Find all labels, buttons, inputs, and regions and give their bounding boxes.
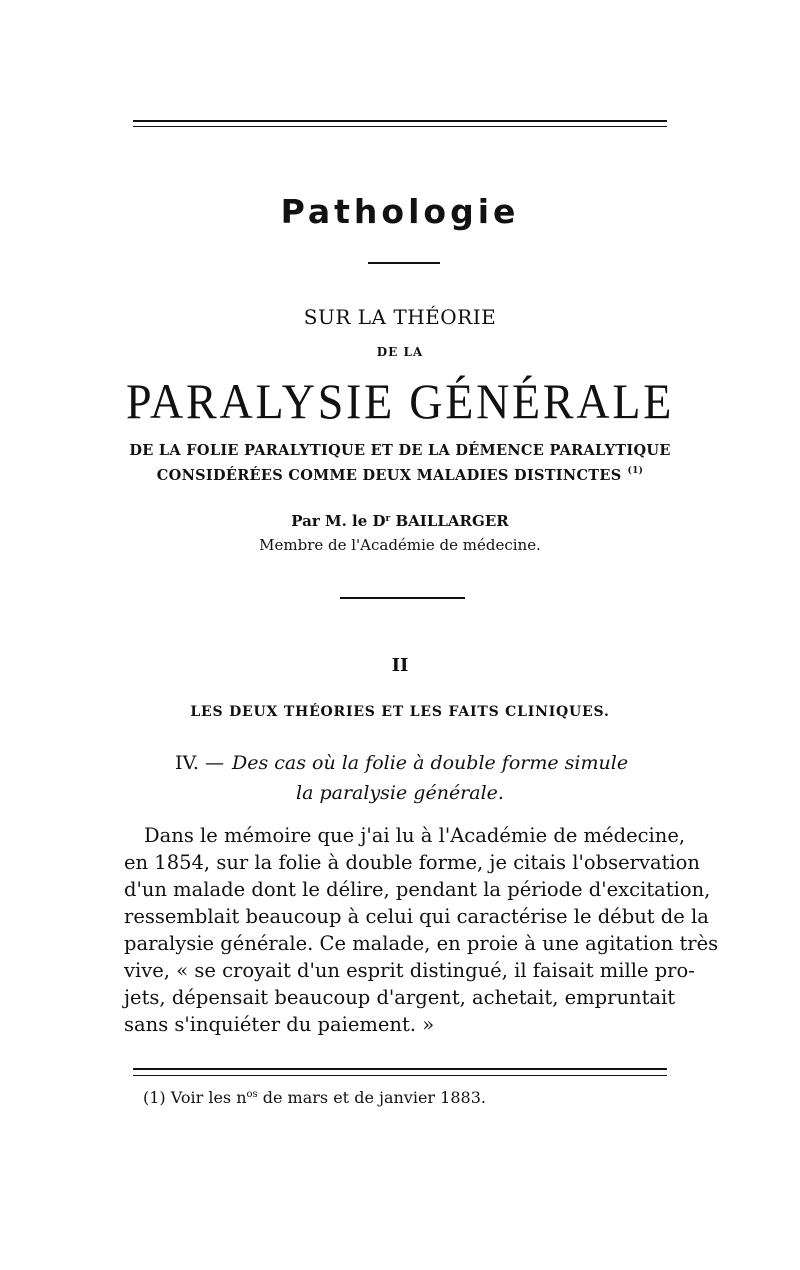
footnote-rule	[133, 1068, 667, 1070]
author-name: BAILLARGER	[390, 512, 509, 530]
title-line-2: DE LA	[376, 345, 424, 359]
author-divider	[340, 597, 465, 599]
footnote	[143, 1088, 486, 1107]
top-rule	[133, 120, 667, 122]
section-heading: Pathologie	[280, 192, 520, 231]
subsection-title-1: Des cas où la folie à double forme simule	[231, 752, 629, 774]
top-rule-thin	[133, 126, 667, 127]
title-description-2	[0, 466, 800, 484]
title-footnote-ref: (1)	[627, 466, 644, 476]
body-line: sans s'inquiéter du paiement. »	[124, 1013, 435, 1036]
body-line: ressemblait beaucoup à celui qui caractérise le début de la	[124, 905, 709, 928]
subsection-title-2: la paralysie générale.	[296, 782, 504, 804]
body-line: en 1854, sur la folie à double forme, je citais l'observation	[124, 851, 700, 874]
footnote-marker: (1)	[143, 1088, 166, 1107]
body-line: Dans le mémoire que j'ai lu à l'Académie de médecine,	[144, 824, 686, 847]
author-line	[0, 512, 800, 530]
title-line-1: SUR LA THÉORIE	[303, 305, 497, 329]
body-line: paralysie générale. Ce malade, en proie à une agitation très	[124, 932, 719, 955]
title-description-1: DE LA FOLIE PARALYTIQUE ET DE LA DÉMENCE PARALYTIQUE	[129, 442, 671, 459]
main-title: PARALYSIE GÉNÉRALE	[125, 373, 675, 429]
title-description-2-text: CONSIDÉRÉES COMME DEUX MALADIES DISTINCTES	[156, 467, 622, 484]
footnote-text-after: de mars et de janvier 1883.	[257, 1088, 486, 1107]
author-prefix: Par M. le D	[291, 512, 386, 530]
footnote-text-before: Voir les n	[165, 1088, 247, 1107]
footnote-sup: os	[246, 1089, 258, 1100]
footnote-rule-thin	[133, 1075, 667, 1076]
body-line: vive, « se croyait d'un esprit distingué, il faisait mille pro-	[124, 959, 695, 982]
author-sup: r	[385, 514, 391, 524]
body-paragraph	[124, 822, 719, 1042]
chapter-title: LES DEUX THÉORIES ET LES FAITS CLINIQUES.	[190, 704, 610, 720]
chapter-number: II	[391, 655, 409, 676]
body-line: jets, dépensait beaucoup d'argent, achetait, empruntait	[124, 986, 676, 1009]
subsection-heading	[175, 752, 628, 774]
author-affiliation: Membre de l'Académie de médecine.	[259, 536, 541, 554]
body-line: d'un malade dont le délire, pendant la période d'excitation,	[124, 878, 711, 901]
heading-divider	[368, 262, 440, 264]
subsection-number: IV. —	[175, 752, 224, 774]
